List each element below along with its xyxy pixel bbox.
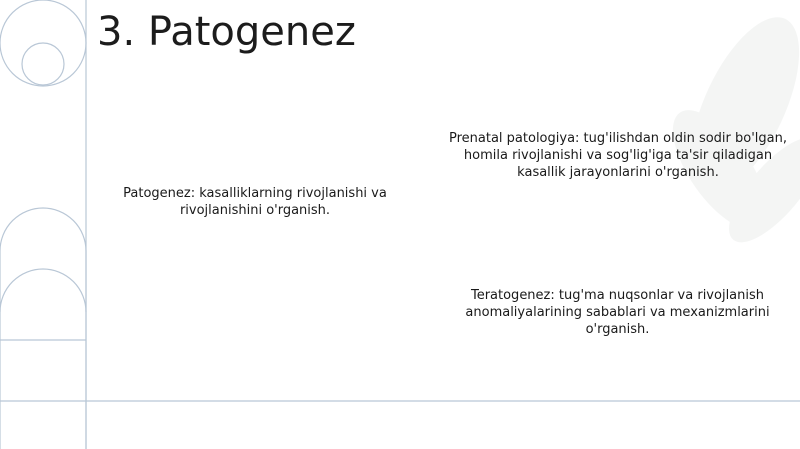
- arch-upper: [0, 208, 86, 449]
- arch-lower: [0, 269, 86, 312]
- top-small-circle: [22, 43, 64, 85]
- leaf-watermark: [655, 2, 800, 256]
- slide-title: 3. Patogenez: [97, 9, 356, 55]
- prenatal-pathology-text: Prenatal patologiya: tug'ilishdan oldin sodir bo'lgan, homila rivojlanishi va sog'lig'iga ta'sir qiladigan kasallik jarayonlarini o'rganish.: [449, 131, 787, 180]
- patogenez-text: Patogenez: kasalliklarning rivojlanishi va rivojlanishini o'rganish.: [123, 186, 387, 218]
- teratogenez-text: Teratogenez: tug'ma nuqsonlar va rivojlanish anomaliyalarining sabablari va mexanizmlarini o'rganish.: [465, 288, 770, 337]
